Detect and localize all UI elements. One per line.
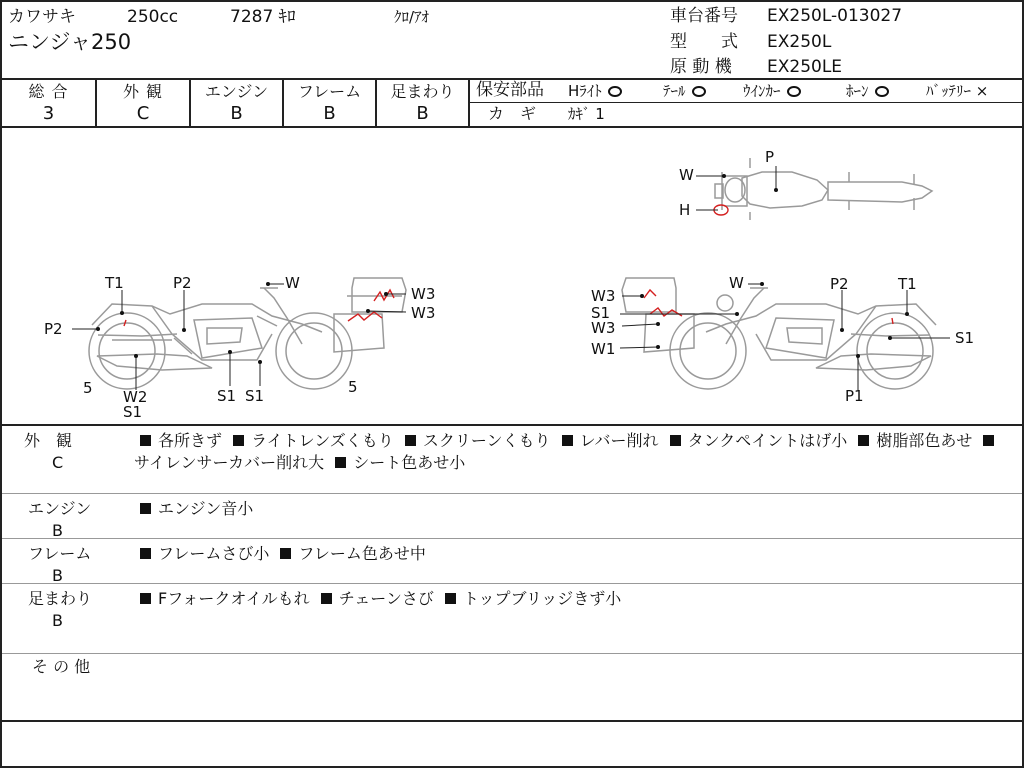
header — [2, 2, 1022, 80]
label-left-w2: W2 — [123, 388, 148, 406]
type-value: EX250L — [767, 32, 832, 52]
label-right-w3b: W3 — [591, 319, 616, 337]
grade-value: C — [136, 103, 150, 124]
safety-headlight: Hﾗｲﾄ — [568, 82, 622, 100]
bullet-square-icon — [670, 435, 681, 446]
top-view-bike — [715, 158, 932, 220]
grade-value: B — [323, 103, 336, 124]
comment-item: サイレンサーカバー削れ大 — [134, 453, 330, 472]
comment-grade: B — [52, 566, 63, 585]
bullet-square-icon — [321, 593, 332, 604]
damage-diagram — [2, 128, 1022, 426]
damage-marks — [124, 205, 893, 326]
comment-grade: B — [52, 611, 63, 630]
label-right-p2: P2 — [830, 275, 849, 293]
label-left-s1a: S1 — [123, 403, 143, 421]
label-left-p2b: P2 — [44, 320, 63, 338]
grade-value: B — [416, 103, 429, 124]
comment-item: エンジン音小 — [158, 499, 254, 518]
bullet-square-icon — [233, 435, 244, 446]
comment-category: エンジン B — [28, 498, 108, 542]
comment-category: 足まわり B — [28, 588, 108, 632]
comment-engine — [2, 494, 1022, 539]
grade-engine — [191, 80, 284, 126]
comment-text — [134, 430, 1014, 474]
comment-item: トップブリッジきず小 — [463, 589, 622, 608]
safety-title: 保安部品 — [476, 80, 544, 100]
motorcycle-diagram — [2, 128, 1022, 426]
label-right-w: W — [729, 274, 744, 292]
key-value: ｶｷﾞ 1 — [568, 105, 605, 123]
label-right-s1b: S1 — [955, 329, 975, 347]
grade-label: フレーム — [297, 82, 362, 101]
bullet-square-icon — [140, 435, 151, 446]
bullet-square-icon — [140, 593, 151, 604]
safety-tail: ﾃｰﾙ — [663, 82, 706, 100]
label-right-w1: W1 — [591, 340, 616, 358]
engine-label: 原 動 機 — [670, 57, 732, 77]
label-left-w3a: W3 — [411, 285, 436, 303]
label-left-p2: P2 — [173, 274, 192, 292]
comment-item: レバー削れ — [579, 431, 664, 450]
label-right-w3a: W3 — [591, 287, 616, 305]
ok-mark-icon — [608, 86, 622, 97]
comment-item: タンクペイントはげ小 — [687, 431, 853, 450]
mileage: 7287 ｷﾛ — [230, 7, 296, 27]
label-left-5a: 5 — [83, 379, 93, 397]
ng-mark-icon: × — [975, 82, 989, 100]
bullet-square-icon — [280, 548, 291, 559]
label-left-t1: T1 — [105, 274, 124, 292]
right-view-bike — [622, 278, 936, 389]
displacement: 250cc — [127, 7, 179, 27]
comment-grade: B — [52, 521, 63, 540]
safety-winker: ｳｲﾝｶｰ — [743, 82, 801, 100]
ok-mark-icon — [787, 86, 801, 97]
comment-item: フレーム色あせ中 — [298, 544, 426, 563]
engine-value: EX250LE — [767, 57, 843, 77]
label-left-s1b: S1 — [217, 387, 237, 405]
grade-label: エンジン — [204, 82, 269, 101]
left-view-bike — [89, 278, 406, 389]
bullet-square-icon — [140, 548, 151, 559]
comment-suspension — [2, 584, 1022, 654]
key-label: カ ギ — [488, 104, 537, 123]
marker-dots — [96, 174, 909, 364]
bullet-square-icon — [445, 593, 456, 604]
comment-item: スクリーンくもり — [422, 431, 556, 450]
safety-parts — [470, 80, 1022, 126]
grade-overall — [2, 80, 97, 126]
bullet-square-icon — [562, 435, 573, 446]
comment-item: シート色あせ小 — [353, 453, 466, 472]
label-right-s1a: S1 — [591, 304, 611, 322]
ok-mark-icon — [692, 86, 706, 97]
grade-value: 3 — [42, 103, 55, 124]
key-row — [470, 103, 1022, 126]
frame-label: 車台番号 — [670, 6, 738, 26]
safety-row — [470, 80, 1022, 103]
label-top-w: W — [679, 166, 694, 184]
bullet-square-icon — [983, 435, 994, 446]
comment-exterior — [2, 426, 1022, 494]
label-left-w: W — [285, 274, 300, 292]
bullet-square-icon — [405, 435, 416, 446]
comment-item: Fフォークオイルもれ — [158, 589, 315, 608]
comment-category: そ の 他 — [32, 657, 91, 676]
maker: カワサキ — [8, 7, 76, 27]
grade-suspension — [377, 80, 470, 126]
diagram-labels — [44, 148, 974, 421]
comment-item: ライトレンズくもり — [251, 431, 399, 450]
grade-row — [2, 80, 1022, 128]
grade-label: 総 合 — [28, 82, 69, 101]
label-right-p1: P1 — [845, 387, 864, 405]
comment-item: チェーンさび — [338, 589, 439, 608]
bullet-square-icon — [335, 457, 346, 468]
label-right-t1: T1 — [898, 275, 917, 293]
comment-frame — [2, 539, 1022, 584]
comment-item: 樹脂部色あせ — [876, 431, 978, 450]
grade-label: 足まわり — [390, 82, 455, 101]
bullet-square-icon — [858, 435, 869, 446]
comment-item: 各所きず — [158, 431, 228, 450]
comment-item: フレームさび小 — [158, 544, 275, 563]
grade-exterior — [97, 80, 191, 126]
bullet-square-icon — [140, 503, 151, 514]
label-left-5b: 5 — [348, 378, 358, 396]
grade-frame — [284, 80, 377, 126]
frame-value: EX250L-013027 — [767, 6, 903, 26]
model-name: ニンジャ250 — [8, 30, 132, 54]
safety-battery: ﾊﾞｯﾃﾘｰ × — [926, 82, 989, 100]
comment-category: 外 観 C — [24, 430, 104, 474]
comment-grade: C — [52, 453, 64, 472]
label-top-p: P — [765, 148, 775, 166]
ok-mark-icon — [875, 86, 889, 97]
comment-text — [134, 588, 1014, 610]
comment-text — [134, 498, 1014, 520]
comment-text — [134, 543, 1014, 565]
type-label: 型 式 — [670, 32, 738, 52]
label-left-s1c: S1 — [245, 387, 265, 405]
comment-other — [2, 654, 1022, 722]
label-left-w3b: W3 — [411, 304, 436, 322]
grade-value: B — [230, 103, 243, 124]
comment-category: フレーム B — [28, 543, 108, 587]
grade-label: 外 観 — [122, 82, 164, 101]
label-top-h: H — [679, 201, 691, 219]
color: ｸﾛ/ｱｵ — [394, 8, 430, 26]
safety-horn: ﾎｰﾝ — [846, 82, 889, 100]
